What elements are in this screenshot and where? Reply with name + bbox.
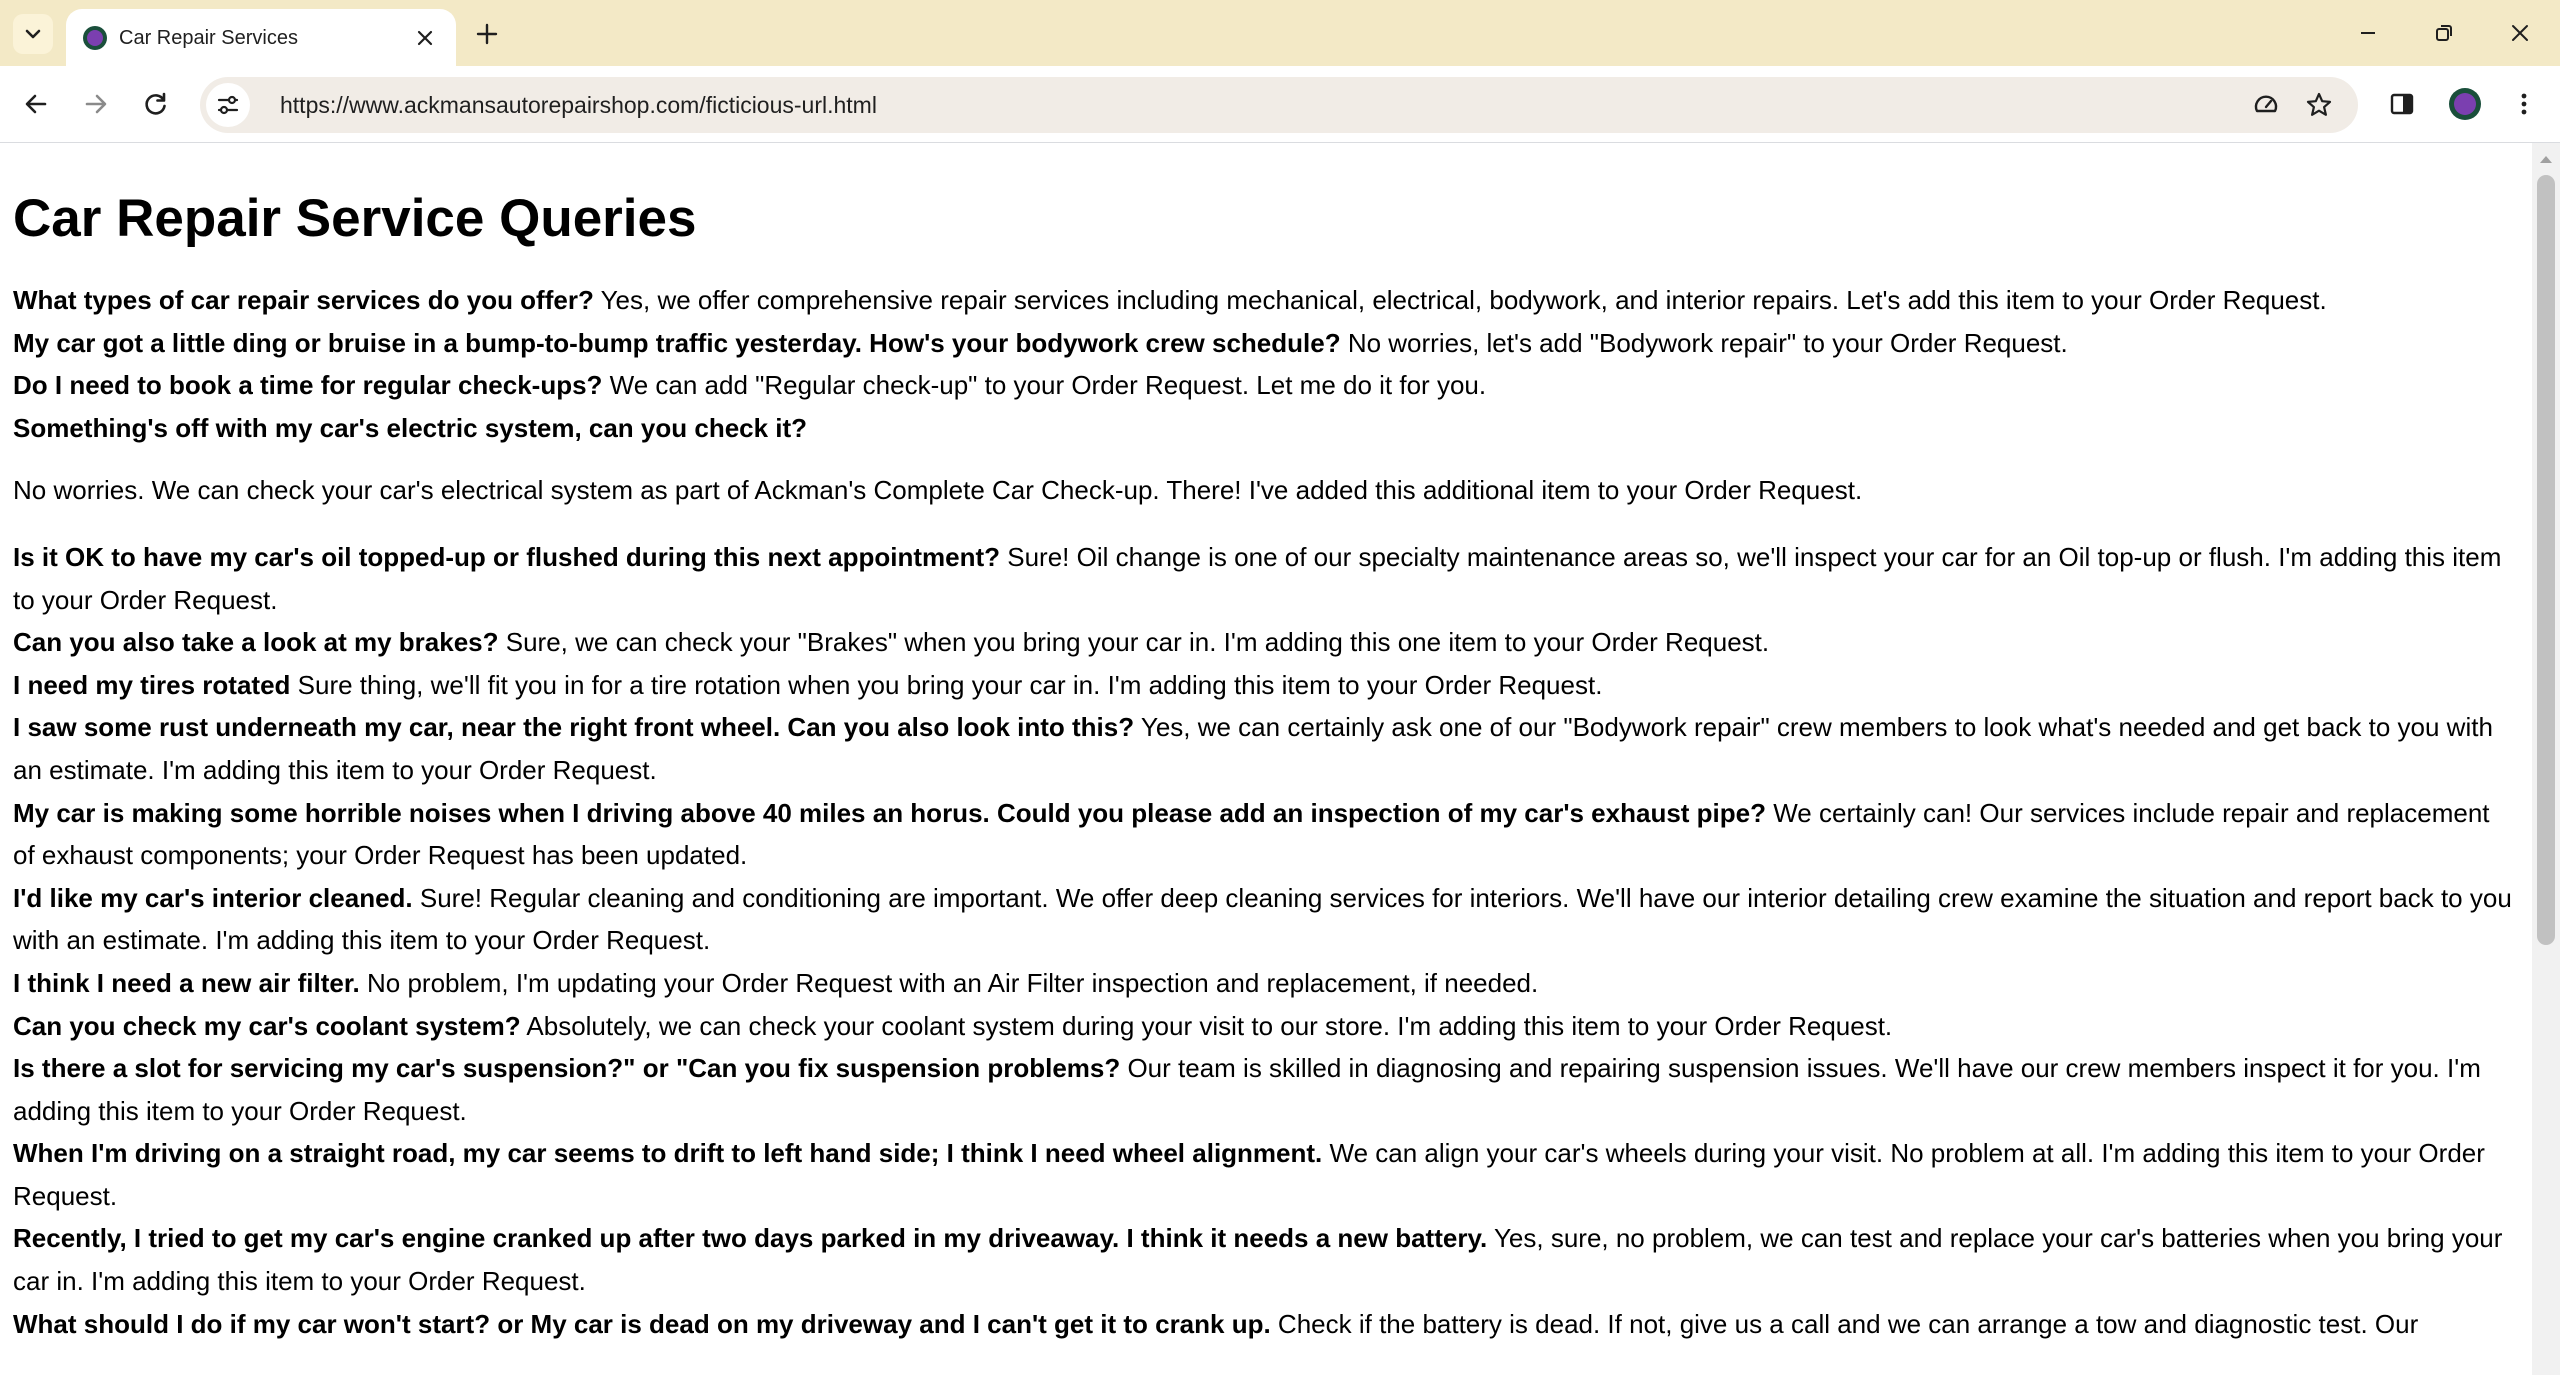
caret-up-icon [2539, 154, 2553, 164]
qa-item [13, 1005, 2513, 1048]
url-text[interactable]: https://www.ackmansautorepairshop.com/ficticious-url.html [280, 92, 877, 118]
close-window-button[interactable] [2492, 10, 2548, 56]
site-favicon-icon [82, 25, 108, 51]
question: When I'm driving on a straight road, my car seems to drift to left hand side; I think I need wheel alignment. [13, 1138, 1323, 1169]
question: Can you check my car's coolant system? [13, 1010, 521, 1041]
close-tab-button[interactable] [410, 23, 440, 53]
back-button[interactable] [15, 83, 57, 125]
tab-search-button[interactable] [13, 14, 53, 54]
menu-button[interactable] [2503, 83, 2545, 125]
electrical-note: No worries. We can check your car's electrical system as part of Ackman's Complete Car Check-up. There! I've added this additional item to your Order Request. [13, 475, 1863, 506]
tab-strip [0, 0, 2560, 66]
question: What types of car repair services do you offer? [13, 285, 594, 315]
side-panel-icon [2389, 91, 2415, 117]
side-panel-button[interactable] [2381, 83, 2423, 125]
question: Is there a slot for servicing my car's suspension?" or "Can you fix suspension problems? [13, 1053, 1121, 1084]
answer: Yes, we offer comprehensive repair services including mechanical, electrical, bodywork, and interior repairs. Let's add this item to your Order Request. [593, 285, 2327, 315]
page-title: Car Repair Service Queries [13, 189, 697, 248]
reload-icon [143, 91, 169, 117]
question: My car is making some horrible noises when I driving above 40 miles an horus. Could you please add an inspection of my car's exhaust pipe? [13, 797, 1766, 828]
qa-item [13, 621, 2513, 664]
browser-toolbar [0, 66, 2560, 143]
avatar[interactable] [2449, 88, 2481, 120]
page-viewport [0, 143, 2532, 1375]
minimize-icon [2358, 23, 2378, 43]
site-info-button[interactable] [206, 83, 250, 127]
forward-arrow-icon [83, 91, 109, 117]
qa-item [13, 706, 2513, 791]
answer: Sure! Oil change is one of our specialty maintenance areas so, we'll inspect your car for an Oil top-up or flush. I'm adding this item to your Order Request. [13, 541, 2502, 615]
tab-title: Car Repair Services [119, 27, 298, 49]
qa-group-2 [13, 536, 2513, 1345]
back-arrow-icon [23, 91, 49, 117]
avatar-image [2454, 93, 2476, 115]
address-bar[interactable] [200, 77, 2358, 133]
answer: Check if the battery is dead. If not, give us a call and we can arrange a tow and diagnostic test. Our [1270, 1308, 2419, 1339]
page-content [0, 189, 2513, 1345]
answer: Absolutely, we can check your coolant system during your visit to our store. I'm adding this item to your Order Request. [520, 1010, 1893, 1041]
restore-button[interactable] [2416, 10, 2472, 56]
answer: No worries, let's add "Bodywork repair" to your Order Request. [1340, 327, 2068, 358]
question: I'd like my car's interior cleaned. [13, 882, 413, 913]
vertical-scrollbar[interactable] [2532, 143, 2560, 1375]
answer: Our team is skilled in diagnosing and repairing suspension issues. We'll have our crew members inspect it for you. I'm adding this item to your Order Request. [13, 1053, 2481, 1126]
qa-group-1 [13, 279, 2513, 449]
question: Is it OK to have my car's oil topped-up or flushed during this next appointment? [13, 541, 1001, 572]
performance-button[interactable] [2248, 87, 2284, 123]
answer: No problem, I'm updating your Order Request with an Air Filter inspection and replacement, if needed. [359, 967, 1539, 998]
close-icon [2510, 23, 2530, 43]
qa-item [13, 407, 2513, 450]
question: Can you also take a look at my brakes? [13, 627, 499, 658]
question: Do I need to book a time for regular check-ups? [13, 370, 603, 401]
question: Recently, I tried to get my car's engine cranked up after two days parked in my driveaway. I think it needs a new battery. [13, 1223, 1488, 1254]
gauge-icon [2252, 91, 2280, 119]
qa-item [13, 962, 2513, 1005]
answer: Sure thing, we'll fit you in for a tire rotation when you bring your car in. I'm adding this item to your Order Request. [290, 669, 1603, 700]
qa-item [13, 322, 2513, 365]
qa-item [13, 877, 2513, 962]
qa-item [13, 664, 2513, 707]
bookmark-button[interactable] [2301, 87, 2337, 123]
qa-item [13, 536, 2513, 621]
qa-item [13, 1132, 2513, 1217]
qa-item [13, 1047, 2513, 1132]
qa-item [13, 364, 2513, 407]
scroll-up-button[interactable] [2536, 149, 2556, 169]
active-tab[interactable] [66, 9, 456, 66]
restore-icon [2434, 23, 2454, 43]
qa-item [13, 792, 2513, 877]
answer: We certainly can! Our services include repair and replacement of exhaust components; your Order Request has been updated. [13, 797, 2490, 871]
plus-icon [476, 23, 498, 45]
question: My car got a little ding or bruise in a bump-to-bump traffic yesterday. How's your bodywork crew schedule? [13, 327, 1341, 358]
star-icon [2305, 91, 2333, 119]
answer: Yes, we can certainly ask one of our "Bodywork repair" crew members to look what's needed and get back to you with an estimate. I'm adding this item to your Order Request. [13, 712, 2493, 785]
forward-button[interactable] [75, 83, 117, 125]
chevron-down-icon [24, 25, 42, 43]
minimize-button[interactable] [2340, 10, 2396, 56]
kebab-menu-icon [2511, 91, 2537, 117]
qa-item [13, 1217, 2513, 1302]
qa-item [13, 1303, 2513, 1346]
question: I saw some rust underneath my car, near the right front wheel. Can you also look into this? [13, 712, 1135, 743]
answer: We can add "Regular check-up" to your Order Request. Let me do it for you. [602, 370, 1487, 401]
question: I think I need a new air filter. [13, 967, 360, 998]
tune-icon [216, 93, 240, 117]
qa-item [13, 279, 2513, 322]
answer: We can align your car's wheels during your visit. No problem at all. I'm adding this item to your Order Request. [13, 1138, 2485, 1211]
answer: Yes, sure, no problem, we can test and replace your car's batteries when you bring your car in. I'm adding this item to your Order Request. [13, 1223, 2503, 1297]
new-tab-button[interactable] [470, 17, 504, 51]
scroll-thumb[interactable] [2537, 175, 2555, 945]
answer: Sure! Regular cleaning and conditioning are important. We offer deep cleaning services for interiors. We'll have our interior detailing crew examine the situation and report back to you with an estimate. I'm adding this item to your Order Request. [13, 882, 2512, 956]
reload-button[interactable] [135, 83, 177, 125]
question: What should I do if my car won't start? or My car is dead on my driveway and I can't get it to crank up. [13, 1308, 1271, 1339]
close-icon [417, 30, 433, 46]
question: I need my tires rotated [13, 669, 291, 700]
question: Something's off with my car's electric system, can you check it? [13, 412, 808, 443]
answer: Sure, we can check your "Brakes" when you bring your car in. I'm adding this one item to your Order Request. [498, 627, 1770, 658]
